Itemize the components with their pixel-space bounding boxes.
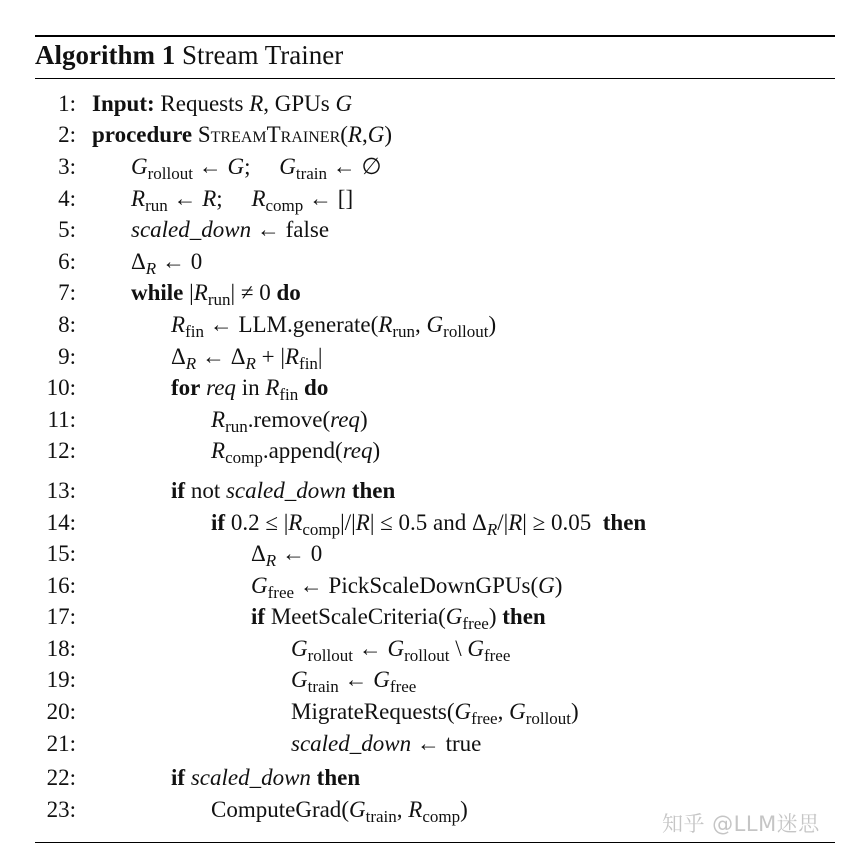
line-code: $\Delta_R$ ← 0 <box>251 541 323 570</box>
line-number: 7: <box>58 280 76 305</box>
line-code: $R_{run}$ ← R; $R_{comp}$ ← [] <box>131 186 354 215</box>
line-number: 15: <box>46 541 76 566</box>
line-code: $ComputeGrad(G_{train}$, $R_{comp}$) <box>211 797 468 826</box>
line-number: 20: <box>46 699 76 724</box>
line-code: if not scaled_down then <box>171 478 396 503</box>
line-number: 14: <box>46 510 76 535</box>
line-number: 5: <box>58 217 76 242</box>
line-code: $R_{comp}.append(req)$ <box>211 438 381 467</box>
line-code: scaled_down ← false <box>131 217 330 242</box>
algorithm-label: Algorithm 1 <box>35 40 176 70</box>
line-code: if scaled_down then <box>171 765 361 790</box>
line-number: 22: <box>46 765 76 790</box>
line-number: 21: <box>46 731 76 756</box>
line-number: 18: <box>46 636 76 661</box>
line-number: 9: <box>58 344 76 369</box>
line-number: 13: <box>46 478 76 503</box>
line-number: 10: <box>46 375 76 400</box>
line-number: 2: <box>58 122 76 147</box>
line-number: 19: <box>46 667 76 692</box>
line-code: while $|R_{run}| \ne 0$ do <box>131 280 301 309</box>
line-code: $MigrateRequests(G_{free}$, $G_{rollout}$) <box>291 699 579 728</box>
watermark: 知乎 @LLM迷思 <box>662 812 820 836</box>
line-code: for req in $R_{fin}$ do <box>171 375 329 404</box>
line-code: $\Delta_R$ ← $\Delta_R + |R_{fin}|$ <box>171 344 323 373</box>
line-code: $R_{fin}$ ← $LLM.generate(R_{run}$, $G_{rollout}$) <box>171 312 497 341</box>
line-number: 1: <box>58 91 76 116</box>
top-rule <box>35 35 835 37</box>
line-code: $R_{run}.remove(req)$ <box>211 407 368 436</box>
line-code: $G_{rollout}$ ← $G_{rollout}$ \ $G_{free}$ <box>291 636 511 665</box>
bottom-rule <box>35 842 835 843</box>
line-code: if $MeetScaleCriteria(G_{free})$ then <box>251 604 546 633</box>
line-number: 16: <box>46 573 76 598</box>
line-code: $G_{train}$ ← $G_{free}$ <box>291 667 417 696</box>
line-number: 11: <box>47 407 76 432</box>
line-number: 12: <box>46 438 76 463</box>
title-rule <box>35 78 835 79</box>
line-code: procedure StreamTrainer(R,G) <box>92 122 393 147</box>
line-code: $G_{free}$ ← PickScaleDownGPUs(G) <box>251 573 563 602</box>
line-code: Input: Requests R, GPUs G <box>92 91 353 116</box>
line-number: 8: <box>58 312 76 337</box>
line-number: 4: <box>58 186 76 211</box>
line-code: scaled_down ← true <box>291 731 482 756</box>
line-number: 6: <box>58 249 76 274</box>
algorithm-name: Stream Trainer <box>181 40 344 70</box>
algorithm-title <box>35 40 343 71</box>
line-number: 23: <box>46 797 76 822</box>
line-code: $G_{rollout}$ ← G; $G_{train}$ ← ∅ <box>131 154 382 183</box>
line-number: 3: <box>58 154 76 179</box>
line-number: 17: <box>46 604 76 629</box>
line-code: $\Delta_R$ ← 0 <box>131 249 203 278</box>
line-code: if $0.2 \le |R_{comp}|/|R| \le 0.5$ and $\Delta_R/|R| \ge 0.05$ then <box>211 510 647 539</box>
